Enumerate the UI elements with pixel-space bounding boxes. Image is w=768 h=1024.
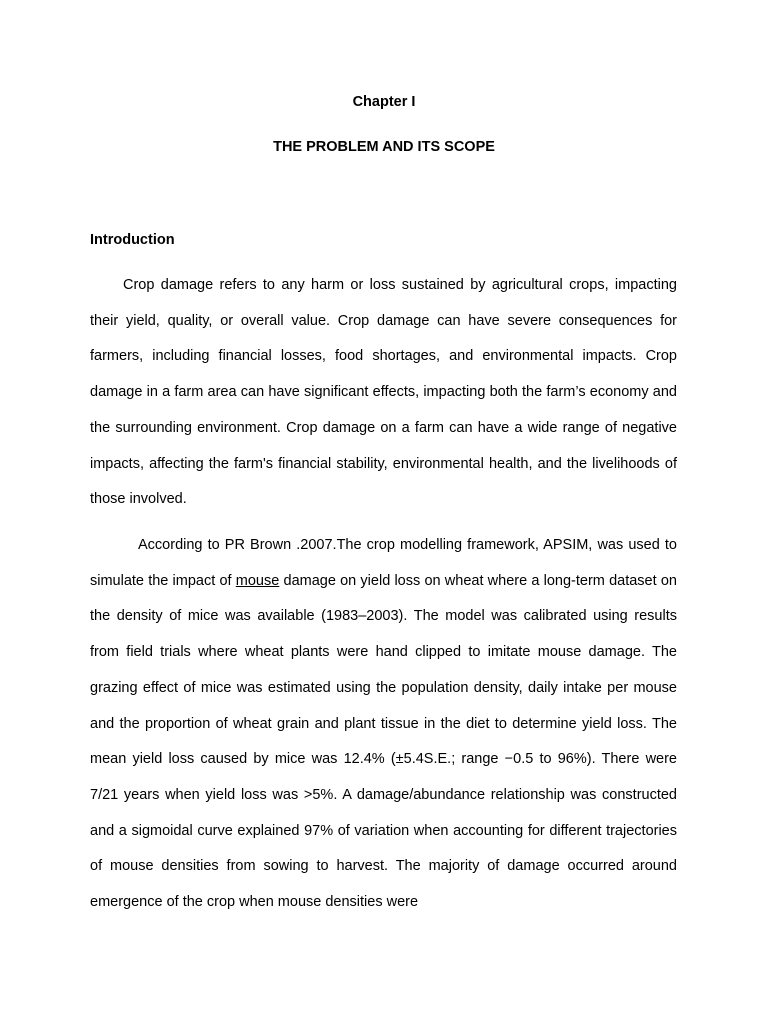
- paragraph-2-intro: According to: [138, 537, 225, 553]
- intro-paragraph-1: Crop damage refers to any harm or loss sustained by agricultural crops, impacting their yield, quality, or overall value. Crop damage can have severe consequences for farmers, including financial losses, food shortages, and environmental impacts. Crop damage in a farm area can have significant effects, impacting both the farm’s economy and the surrounding environment. Crop damage on a farm can have a wide range of negative impacts, affecting the farm's financial stability, environmental health, and the livelihoods of those involved.: [90, 277, 677, 508]
- underlined-word: mouse: [235, 572, 280, 589]
- paragraph-2-text-after: damage on yield loss on wheat where a long-term dataset on the density of mice was available (1983–2003). The model was calibrated using results from field trials where wheat plants were hand clipped to imitate mouse damage. The grazing effect of mice was estimated using the population density, daily intake per mouse and the proportion of wheat grain and plant tissue in the diet to determine yield loss. The mean yield loss caused by mice was 12.4% (±5.4S.E.; range −0.5 to 96%). There were 7/21 years when yield loss was >5%. A damage/abundance relationship was constructed and a sigmoidal curve explained 97% of variation when accounting for different trajectories of mouse densities from sowing to harvest. The majority of damage occurred around emergence of the crop when mouse densities were: [90, 572, 677, 911]
- chapter-label: Chapter I: [352, 94, 416, 110]
- citation: PR Brown .2007.: [224, 537, 337, 553]
- intro-paragraph-2: [90, 528, 677, 921]
- paragraph-2-text-before: The crop modelling framework, APSIM, was used to simulate the impact of: [90, 537, 677, 589]
- section-heading: Introduction: [90, 232, 175, 248]
- chapter-title: THE PROBLEM AND ITS SCOPE: [273, 139, 495, 155]
